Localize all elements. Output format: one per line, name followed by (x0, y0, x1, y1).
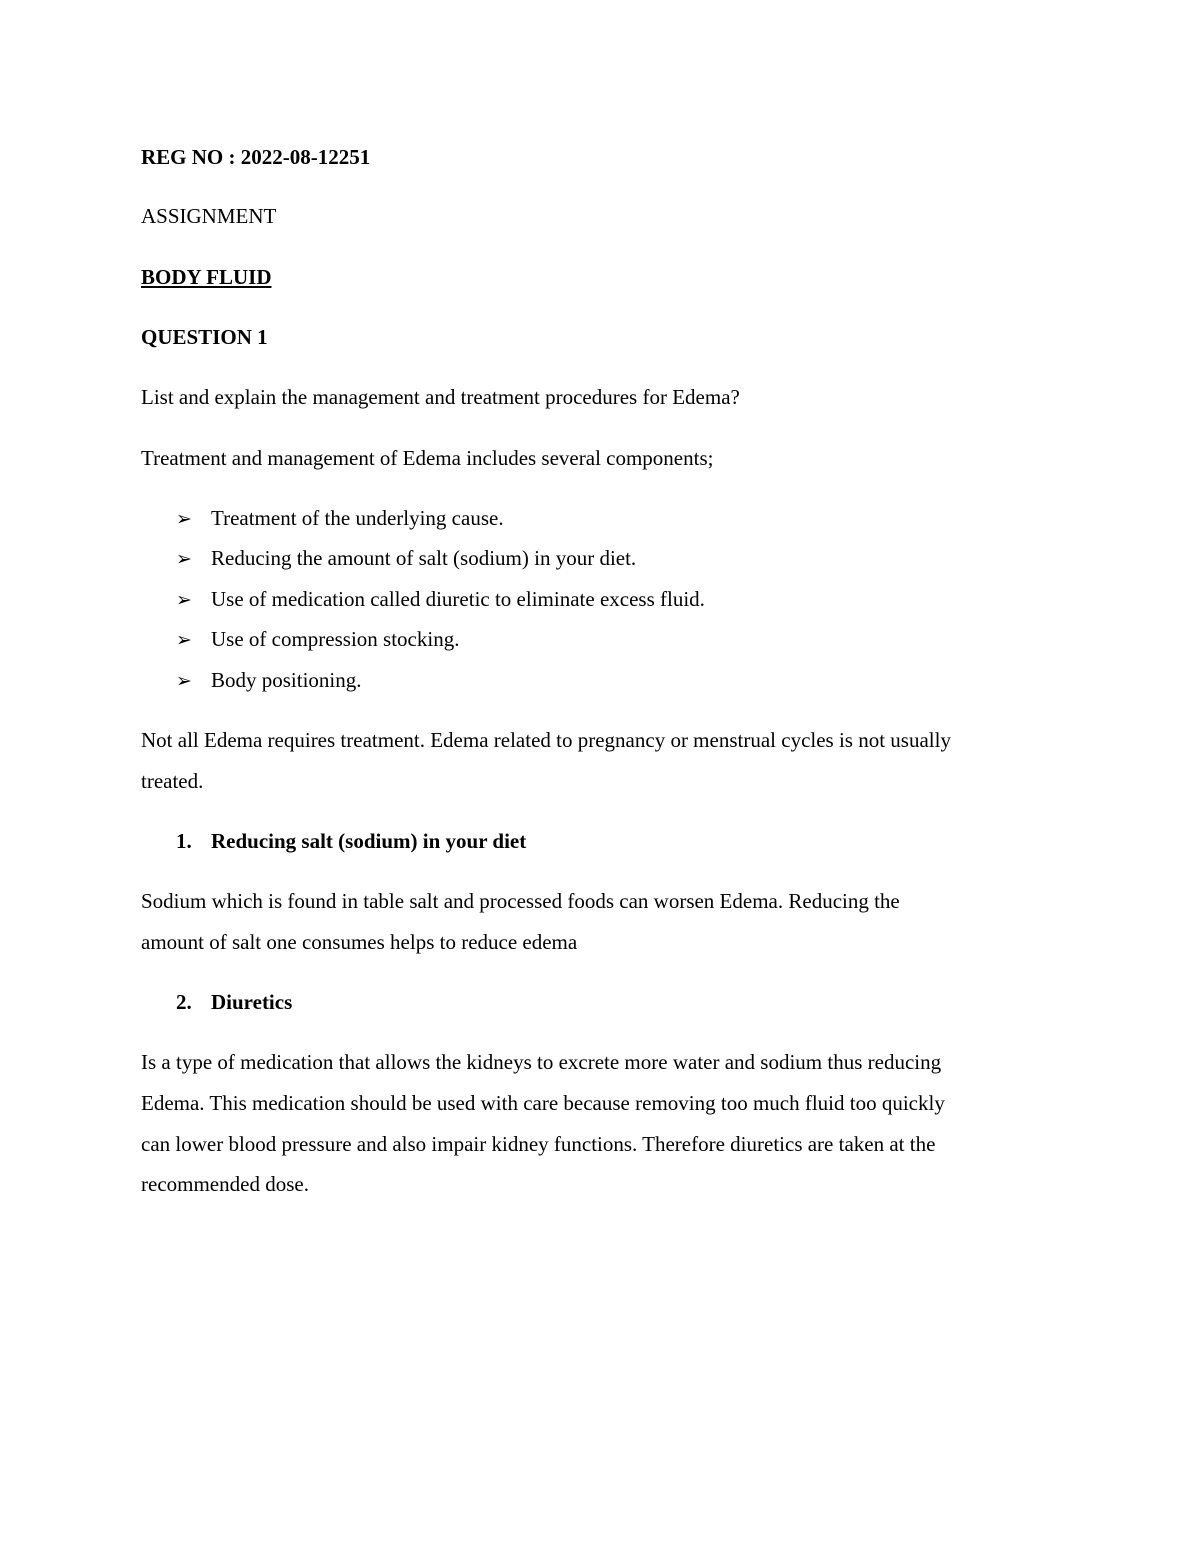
arrow-bullet-icon: ➢ (176, 629, 192, 651)
section-heading (176, 831, 526, 852)
section-paragraph-line: recommended dose. (141, 1172, 309, 1196)
section-paragraph-line: amount of salt one consumes helps to reduce edema (141, 930, 578, 954)
section-title: Reducing salt (sodium) in your diet (211, 829, 527, 853)
list-item-text: Treatment of the underlying cause. (211, 506, 504, 530)
list-item (176, 670, 362, 691)
section-paragraph-line: Sodium which is found in table salt and processed foods can worsen Edema. Reducing the (141, 889, 900, 913)
list-item (176, 508, 504, 529)
arrow-bullet-icon: ➢ (176, 670, 192, 692)
list-item (176, 589, 705, 610)
assignment-label: ASSIGNMENT (141, 204, 277, 228)
list-item-text: Use of medication called diuretic to eliminate excess fluid. (211, 587, 705, 611)
list-item-text: Body positioning. (211, 668, 362, 692)
list-item (176, 548, 636, 569)
section-paragraph-line: Is a type of medication that allows the kidneys to excrete more water and sodium thus reducing (141, 1050, 942, 1074)
section-paragraph-line: Edema. This medication should be used with care because removing too much fluid too quickly (141, 1091, 945, 1115)
section-number: 1. (176, 829, 192, 853)
question-prompt: List and explain the management and treatment procedures for Edema? (141, 385, 740, 409)
section-heading (176, 992, 292, 1013)
reg-number: REG NO : 2022-08-12251 (141, 145, 371, 169)
list-item (176, 629, 459, 650)
intro-paragraph: Treatment and management of Edema includes several components; (141, 446, 714, 470)
note-paragraph-line: treated. (141, 769, 204, 793)
section-title: Diuretics (211, 990, 293, 1014)
arrow-bullet-icon: ➢ (176, 589, 192, 611)
list-item-text: Use of compression stocking. (211, 627, 460, 651)
section-paragraph-line: can lower blood pressure and also impair kidney functions. Therefore diuretics are taken at the (141, 1132, 936, 1156)
topic-heading: BODY FLUID (141, 265, 272, 289)
note-paragraph-line: Not all Edema requires treatment. Edema related to pregnancy or menstrual cycles is not usually (141, 728, 951, 752)
question-heading: QUESTION 1 (141, 325, 268, 349)
list-item-text: Reducing the amount of salt (sodium) in your diet. (211, 546, 637, 570)
section-number: 2. (176, 990, 192, 1014)
arrow-bullet-icon: ➢ (176, 508, 192, 530)
arrow-bullet-icon: ➢ (176, 548, 192, 570)
